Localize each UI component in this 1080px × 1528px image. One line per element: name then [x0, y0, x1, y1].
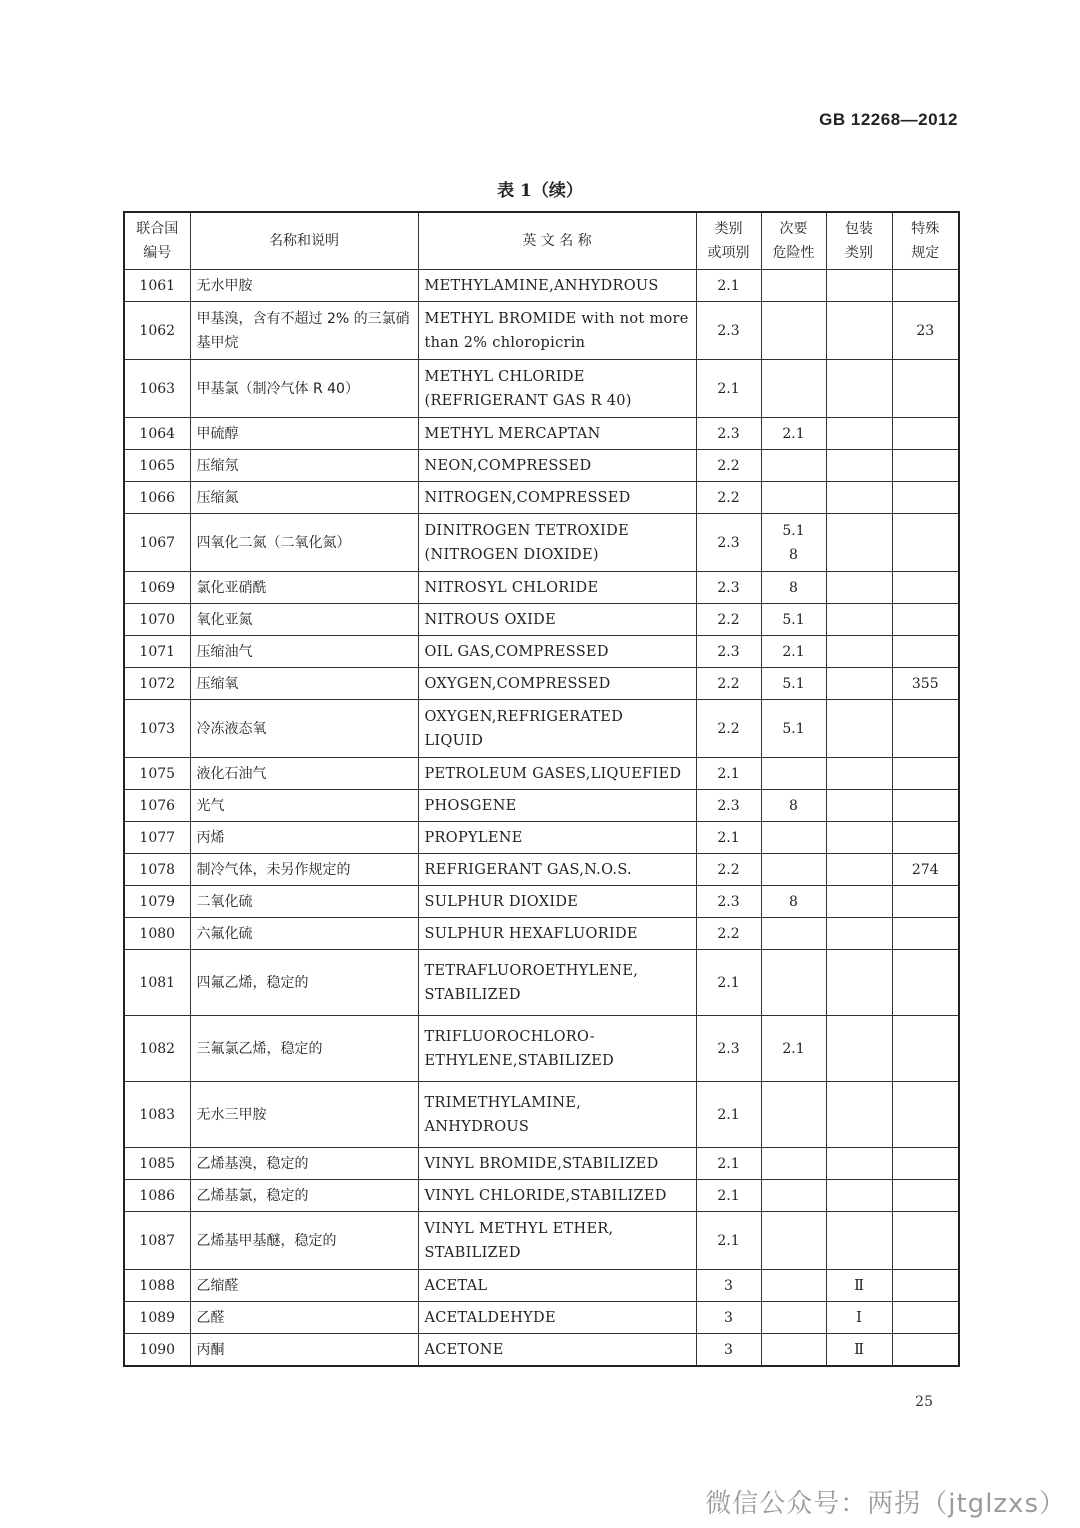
- subsidiary-risk-cell: [761, 514, 826, 572]
- subsidiary-risk-cell: [761, 886, 826, 918]
- table-row: [124, 636, 959, 668]
- subsidiary-risk-cell: [761, 790, 826, 822]
- chinese-name-cell: 制冷气体，未另作规定的: [190, 854, 418, 886]
- english-name-cell-line: ANHYDROUS: [424, 1118, 530, 1135]
- class-cell: 2.1: [696, 1212, 761, 1270]
- english-name-cell: [418, 1180, 696, 1212]
- english-name-cell: [418, 1302, 696, 1334]
- chinese-name-cell: 乙醛: [190, 1302, 418, 1334]
- class-cell: 2.1: [696, 1082, 761, 1148]
- packing-group-cell: [826, 918, 892, 950]
- english-name-cell-line: TRIFLUOROCHLORO-: [424, 1028, 595, 1045]
- class-cell: 3: [696, 1334, 761, 1367]
- subsidiary-risk-cell: [761, 1180, 826, 1212]
- special-provision-cell: [892, 1212, 959, 1270]
- class-cell: 2.3: [696, 302, 761, 360]
- special-provision-cell: [892, 636, 959, 668]
- class-cell: 2.3: [696, 790, 761, 822]
- packing-group-cell: [826, 418, 892, 450]
- subsidiary-risk-cell: [761, 1016, 826, 1082]
- class-cell: 2.2: [696, 450, 761, 482]
- english-name-cell-line: TETRAFLUOROETHYLENE,: [424, 962, 639, 979]
- un-number-cell: 1063: [124, 360, 190, 418]
- un-number-cell: 1064: [124, 418, 190, 450]
- chinese-name-cell: 丙烯: [190, 822, 418, 854]
- table-row: [124, 822, 959, 854]
- subsidiary-risk-cell: [761, 482, 826, 514]
- packing-group-cell: [826, 886, 892, 918]
- packing-group-cell: Ⅱ: [826, 1334, 892, 1367]
- class-cell: 2.2: [696, 482, 761, 514]
- subsidiary-risk-cell-line: 8: [789, 546, 798, 563]
- chinese-name-cell: 光气: [190, 790, 418, 822]
- english-name-cell: [418, 854, 696, 886]
- un-number-cell: 1089: [124, 1302, 190, 1334]
- table-row: [124, 302, 959, 360]
- special-provision-cell: [892, 482, 959, 514]
- english-name-cell-line: SULPHUR HEXAFLUORIDE: [424, 925, 638, 942]
- subsidiary-risk-cell: [761, 1148, 826, 1180]
- special-provision-cell: [892, 950, 959, 1016]
- chinese-name-cell: 冷冻液态氧: [190, 700, 418, 758]
- dangerous-goods-table: [123, 211, 960, 1367]
- subsidiary-risk-cell-line: 2.1: [782, 643, 805, 660]
- table-row: [124, 604, 959, 636]
- chinese-name-cell: 压缩油气: [190, 636, 418, 668]
- class-cell: 2.2: [696, 700, 761, 758]
- special-provision-cell: [892, 1016, 959, 1082]
- table-title: 表 1（续）: [497, 181, 583, 201]
- english-name-cell: [418, 636, 696, 668]
- subsidiary-risk-cell: [761, 700, 826, 758]
- subsidiary-risk-cell-line: 5.1: [782, 675, 805, 692]
- english-name-cell: [418, 700, 696, 758]
- class-cell: 2.3: [696, 886, 761, 918]
- chinese-name-cell: 氧化亚氮: [190, 604, 418, 636]
- special-provision-cell: [892, 1334, 959, 1367]
- un-number-cell: 1062: [124, 302, 190, 360]
- table-row: [124, 1082, 959, 1148]
- table-row: [124, 1212, 959, 1270]
- subsidiary-risk-cell: [761, 1270, 826, 1302]
- header-special-provisions: 特殊 规定: [892, 212, 959, 270]
- subsidiary-risk-cell: [761, 572, 826, 604]
- english-name-cell: [418, 1334, 696, 1367]
- subsidiary-risk-cell: [761, 1212, 826, 1270]
- class-cell: 2.3: [696, 572, 761, 604]
- english-name-cell-line: OXYGEN,COMPRESSED: [424, 675, 611, 692]
- chinese-name-cell: 压缩氧: [190, 668, 418, 700]
- chinese-name-cell: 乙烯基氯，稳定的: [190, 1180, 418, 1212]
- header-name-en: 英 文 名 称: [418, 212, 696, 270]
- subsidiary-risk-cell-line: 2.1: [782, 425, 805, 442]
- packing-group-cell: [826, 854, 892, 886]
- table-row: [124, 1334, 959, 1367]
- table-row: [124, 700, 959, 758]
- english-name-cell-line: PROPYLENE: [424, 829, 523, 846]
- special-provision-cell: [892, 1148, 959, 1180]
- english-name-cell-line: ACETALDEHYDE: [424, 1309, 556, 1326]
- packing-group-cell: [826, 950, 892, 1016]
- chinese-name-cell: 乙烯基溴，稳定的: [190, 1148, 418, 1180]
- english-name-cell-line: STABILIZED: [424, 986, 521, 1003]
- table-header-row: [124, 212, 959, 270]
- table-row: [124, 886, 959, 918]
- packing-group-cell: [826, 270, 892, 302]
- english-name-cell: [418, 302, 696, 360]
- english-name-cell: [418, 668, 696, 700]
- class-cell: 2.2: [696, 604, 761, 636]
- english-name-cell-line: METHYLAMINE,ANHYDROUS: [424, 277, 659, 294]
- special-provision-cell: [892, 1302, 959, 1334]
- special-provision-cell: [892, 1180, 959, 1212]
- english-name-cell-line: ACETAL: [424, 1277, 488, 1294]
- table-row: [124, 270, 959, 302]
- table-row: [124, 572, 959, 604]
- packing-group-cell: [826, 822, 892, 854]
- english-name-cell: [418, 918, 696, 950]
- english-name-cell-line: OXYGEN,REFRIGERATED: [424, 708, 624, 725]
- table-row: [124, 790, 959, 822]
- english-name-cell: [418, 572, 696, 604]
- packing-group-cell: [826, 482, 892, 514]
- un-number-cell: 1088: [124, 1270, 190, 1302]
- un-number-cell: 1086: [124, 1180, 190, 1212]
- english-name-cell: [418, 758, 696, 790]
- table-row: [124, 1016, 959, 1082]
- english-name-cell: [418, 1082, 696, 1148]
- english-name-cell-line: METHYL CHLORIDE: [424, 368, 585, 385]
- special-provision-cell: [892, 604, 959, 636]
- english-name-cell-line: NEON,COMPRESSED: [424, 457, 592, 474]
- special-provision-cell: [892, 418, 959, 450]
- subsidiary-risk-cell: [761, 450, 826, 482]
- english-name-cell: [418, 822, 696, 854]
- packing-group-cell: [826, 360, 892, 418]
- special-provision-cell: 355: [892, 668, 959, 700]
- un-number-cell: 1079: [124, 886, 190, 918]
- table-row: [124, 918, 959, 950]
- subsidiary-risk-cell-line: 5.1: [782, 720, 805, 737]
- subsidiary-risk-cell: [761, 636, 826, 668]
- chinese-name-cell: 压缩氖: [190, 450, 418, 482]
- english-name-cell: [418, 1148, 696, 1180]
- table-row: [124, 418, 959, 450]
- class-cell: 2.2: [696, 668, 761, 700]
- subsidiary-risk-cell: [761, 270, 826, 302]
- english-name-cell: [418, 482, 696, 514]
- english-name-cell: [418, 360, 696, 418]
- subsidiary-risk-cell-line: 8: [789, 893, 798, 910]
- table-row: [124, 854, 959, 886]
- packing-group-cell: [826, 514, 892, 572]
- english-name-cell-line: SULPHUR DIOXIDE: [424, 893, 579, 910]
- english-name-cell: [418, 270, 696, 302]
- header-name-zh: 名称和说明: [190, 212, 418, 270]
- class-cell: 2.3: [696, 418, 761, 450]
- un-number-cell: 1066: [124, 482, 190, 514]
- packing-group-cell: [826, 1180, 892, 1212]
- english-name-cell-line: ACETONE: [424, 1341, 504, 1358]
- class-cell: 2.1: [696, 1180, 761, 1212]
- packing-group-cell: Ⅰ: [826, 1302, 892, 1334]
- special-provision-cell: [892, 886, 959, 918]
- subsidiary-risk-cell: [761, 668, 826, 700]
- packing-group-cell: [826, 302, 892, 360]
- english-name-cell: [418, 418, 696, 450]
- special-provision-cell: [892, 1270, 959, 1302]
- un-number-cell: 1075: [124, 758, 190, 790]
- english-name-cell-line: than 2% chloropicrin: [424, 334, 586, 351]
- english-name-cell: [418, 604, 696, 636]
- packing-group-cell: [826, 758, 892, 790]
- english-name-cell-line: OIL GAS,COMPRESSED: [424, 643, 609, 660]
- packing-group-cell: Ⅱ: [826, 1270, 892, 1302]
- english-name-cell-line: NITROSYL CHLORIDE: [424, 579, 599, 596]
- un-number-cell: 1081: [124, 950, 190, 1016]
- header-packing-group: 包装 类别: [826, 212, 892, 270]
- subsidiary-risk-cell: [761, 1302, 826, 1334]
- special-provision-cell: [892, 270, 959, 302]
- packing-group-cell: [826, 1212, 892, 1270]
- english-name-cell-line: DINITROGEN TETROXIDE: [424, 522, 629, 539]
- english-name-cell: [418, 1270, 696, 1302]
- english-name-cell-line: REFRIGERANT GAS,N.O.S.: [424, 861, 632, 878]
- chinese-name-cell: 甲硫醇: [190, 418, 418, 450]
- class-cell: 2.2: [696, 918, 761, 950]
- watermark-text: 微信公众号：两拐（jtglzxs）: [705, 1489, 1066, 1519]
- chinese-name-cell: 无水甲胺: [190, 270, 418, 302]
- chinese-name-cell: 乙缩醛: [190, 1270, 418, 1302]
- class-cell: 2.1: [696, 950, 761, 1016]
- table-row: [124, 450, 959, 482]
- special-provision-cell: [892, 790, 959, 822]
- chinese-name-cell: 乙烯基甲基醚，稳定的: [190, 1212, 418, 1270]
- un-number-cell: 1078: [124, 854, 190, 886]
- table-row: [124, 668, 959, 700]
- subsidiary-risk-cell: [761, 950, 826, 1016]
- special-provision-cell: [892, 822, 959, 854]
- table-row: [124, 514, 959, 572]
- un-number-cell: 1073: [124, 700, 190, 758]
- special-provision-cell: [892, 918, 959, 950]
- header-class: 类别 或项别: [696, 212, 761, 270]
- header-subsidiary-risk: 次要 危险性: [761, 212, 826, 270]
- english-name-cell-line: PHOSGENE: [424, 797, 517, 814]
- english-name-cell-line: VINYL METHYL ETHER,: [424, 1220, 614, 1237]
- english-name-cell: [418, 514, 696, 572]
- packing-group-cell: [826, 790, 892, 822]
- special-provision-cell: [892, 450, 959, 482]
- special-provision-cell: 274: [892, 854, 959, 886]
- english-name-cell-line: NITROGEN,COMPRESSED: [424, 489, 631, 506]
- un-number-cell: 1076: [124, 790, 190, 822]
- english-name-cell: [418, 1016, 696, 1082]
- chinese-name-cell: 四氧化二氮（二氧化氮）: [190, 514, 418, 572]
- special-provision-cell: [892, 514, 959, 572]
- subsidiary-risk-cell-line: 5.1: [782, 611, 805, 628]
- special-provision-cell: [892, 758, 959, 790]
- english-name-cell-line: NITROUS OXIDE: [424, 611, 556, 628]
- subsidiary-risk-cell: [761, 302, 826, 360]
- page-number: 25: [915, 1394, 933, 1410]
- packing-group-cell: [826, 572, 892, 604]
- table-row: [124, 950, 959, 1016]
- english-name-cell: [418, 950, 696, 1016]
- english-name-cell-line: METHYL BROMIDE with not more: [424, 310, 689, 327]
- table-row: [124, 1270, 959, 1302]
- un-number-cell: 1083: [124, 1082, 190, 1148]
- class-cell: 3: [696, 1270, 761, 1302]
- packing-group-cell: [826, 1148, 892, 1180]
- standard-code: GB 12268—2012: [819, 110, 958, 129]
- table-row: [124, 1148, 959, 1180]
- packing-group-cell: [826, 1082, 892, 1148]
- un-number-cell: 1071: [124, 636, 190, 668]
- class-cell: 2.1: [696, 1148, 761, 1180]
- un-number-cell: 1067: [124, 514, 190, 572]
- packing-group-cell: [826, 604, 892, 636]
- table-body: [124, 270, 959, 1367]
- subsidiary-risk-cell: [761, 360, 826, 418]
- un-number-cell: 1085: [124, 1148, 190, 1180]
- un-number-cell: 1090: [124, 1334, 190, 1367]
- subsidiary-risk-cell-line: 8: [789, 797, 798, 814]
- un-number-cell: 1082: [124, 1016, 190, 1082]
- packing-group-cell: [826, 668, 892, 700]
- english-name-cell: [418, 1212, 696, 1270]
- chinese-name-cell: 液化石油气: [190, 758, 418, 790]
- class-cell: 2.3: [696, 636, 761, 668]
- chinese-name-cell: 二氧化硫: [190, 886, 418, 918]
- english-name-cell: [418, 886, 696, 918]
- un-number-cell: 1069: [124, 572, 190, 604]
- subsidiary-risk-cell: [761, 1334, 826, 1367]
- special-provision-cell: 23: [892, 302, 959, 360]
- subsidiary-risk-cell: [761, 1082, 826, 1148]
- chinese-name-cell: 甲基溴，含有不超过 2% 的三氯硝基甲烷: [190, 302, 418, 360]
- english-name-cell-line: (NITROGEN DIOXIDE): [424, 546, 599, 563]
- chinese-name-cell: 四氟乙烯，稳定的: [190, 950, 418, 1016]
- table-row: [124, 1180, 959, 1212]
- subsidiary-risk-cell: [761, 854, 826, 886]
- english-name-cell: [418, 450, 696, 482]
- english-name-cell-line: VINYL BROMIDE,STABILIZED: [424, 1155, 659, 1172]
- chinese-name-cell: 三氟氯乙烯，稳定的: [190, 1016, 418, 1082]
- subsidiary-risk-cell: [761, 918, 826, 950]
- english-name-cell-line: ETHYLENE,STABILIZED: [424, 1052, 615, 1069]
- english-name-cell-line: METHYL MERCAPTAN: [424, 425, 601, 442]
- english-name-cell-line: LIQUID: [424, 732, 484, 749]
- table-row: [124, 482, 959, 514]
- chinese-name-cell: 压缩氮: [190, 482, 418, 514]
- subsidiary-risk-cell-line: 2.1: [782, 1040, 805, 1057]
- subsidiary-risk-cell-line: 8: [789, 579, 798, 596]
- packing-group-cell: [826, 636, 892, 668]
- special-provision-cell: [892, 1082, 959, 1148]
- un-number-cell: 1072: [124, 668, 190, 700]
- english-name-cell-line: VINYL CHLORIDE,STABILIZED: [424, 1187, 667, 1204]
- english-name-cell-line: TRIMETHYLAMINE,: [424, 1094, 582, 1111]
- header-un-no: 联合国 编号: [124, 212, 190, 270]
- chinese-name-cell: 甲基氯（制冷气体 R 40）: [190, 360, 418, 418]
- subsidiary-risk-cell: [761, 418, 826, 450]
- english-name-cell-line: PETROLEUM GASES,LIQUEFIED: [424, 765, 682, 782]
- class-cell: 2.3: [696, 1016, 761, 1082]
- packing-group-cell: [826, 450, 892, 482]
- special-provision-cell: [892, 700, 959, 758]
- un-number-cell: 1061: [124, 270, 190, 302]
- english-name-cell: [418, 790, 696, 822]
- packing-group-cell: [826, 1016, 892, 1082]
- subsidiary-risk-cell: [761, 758, 826, 790]
- class-cell: 2.1: [696, 270, 761, 302]
- english-name-cell-line: (REFRIGERANT GAS R 40): [424, 392, 632, 409]
- table-row: [124, 1302, 959, 1334]
- class-cell: 2.2: [696, 854, 761, 886]
- english-name-cell-line: STABILIZED: [424, 1244, 521, 1261]
- class-cell: 3: [696, 1302, 761, 1334]
- un-number-cell: 1087: [124, 1212, 190, 1270]
- subsidiary-risk-cell: [761, 822, 826, 854]
- special-provision-cell: [892, 572, 959, 604]
- class-cell: 2.1: [696, 758, 761, 790]
- un-number-cell: 1077: [124, 822, 190, 854]
- un-number-cell: 1065: [124, 450, 190, 482]
- subsidiary-risk-cell-line: 5.1: [782, 522, 805, 539]
- un-number-cell: 1080: [124, 918, 190, 950]
- special-provision-cell: [892, 360, 959, 418]
- chinese-name-cell: 丙酮: [190, 1334, 418, 1367]
- packing-group-cell: [826, 700, 892, 758]
- un-number-cell: 1070: [124, 604, 190, 636]
- table-row: [124, 758, 959, 790]
- subsidiary-risk-cell: [761, 604, 826, 636]
- table-row: [124, 360, 959, 418]
- class-cell: 2.3: [696, 514, 761, 572]
- chinese-name-cell: 无水三甲胺: [190, 1082, 418, 1148]
- chinese-name-cell: 六氟化硫: [190, 918, 418, 950]
- chinese-name-cell: 氯化亚硝酰: [190, 572, 418, 604]
- class-cell: 2.1: [696, 360, 761, 418]
- class-cell: 2.1: [696, 822, 761, 854]
